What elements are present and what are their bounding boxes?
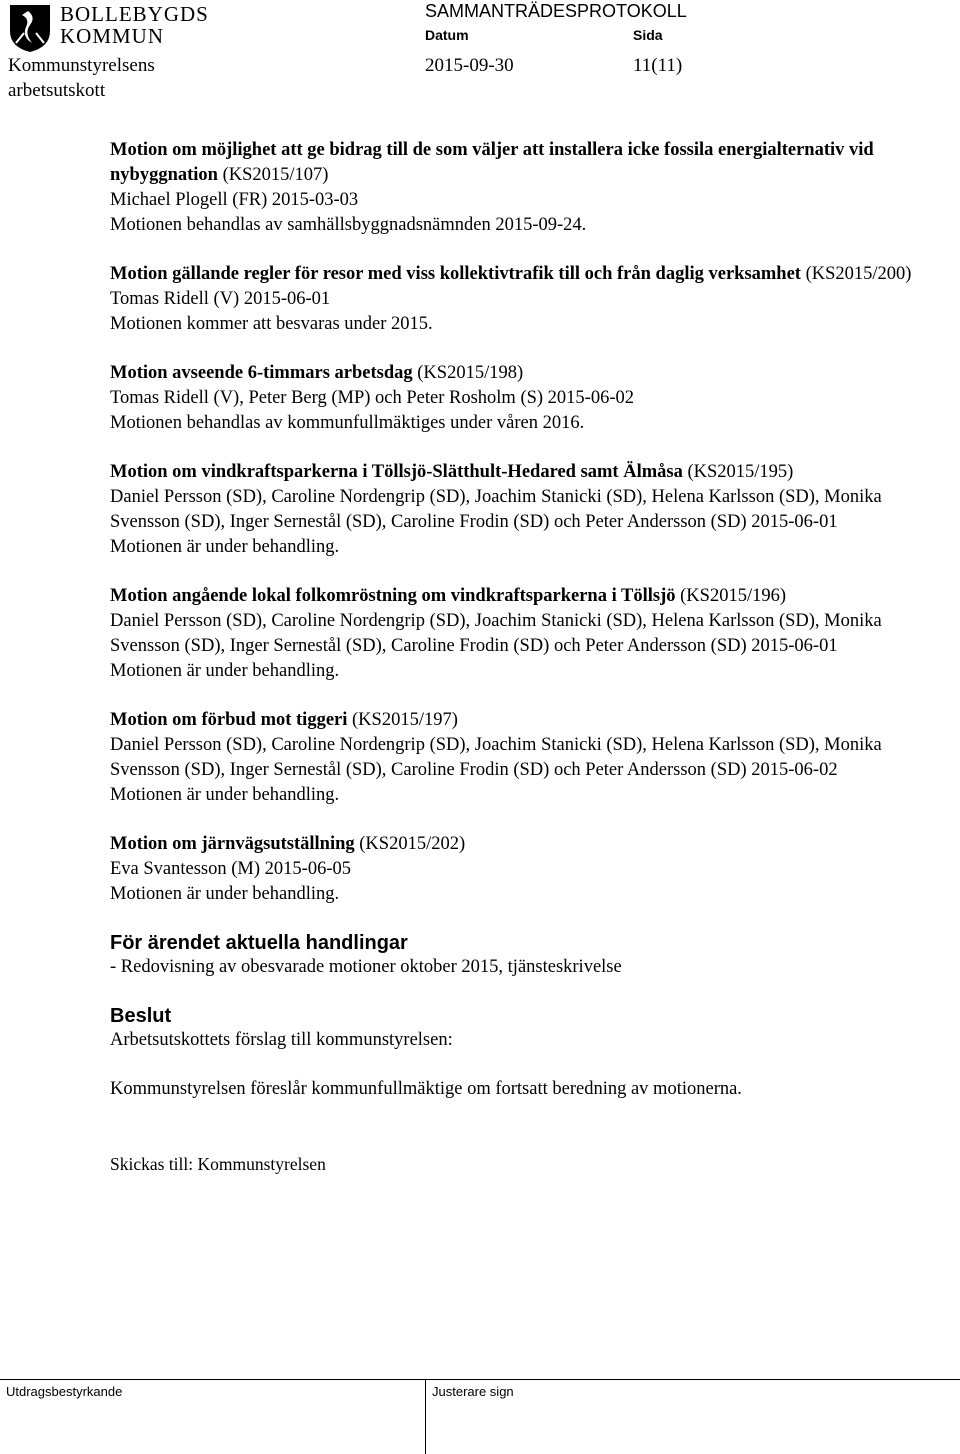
logo-line-1: BOLLEBYGDS xyxy=(60,2,209,26)
motion-status: Motionen är under behandling. xyxy=(110,884,340,904)
motion-item xyxy=(110,138,930,238)
motion-title: Motion om förbud mot tiggeri xyxy=(110,710,348,730)
logo-line-2: KOMMUN xyxy=(60,24,165,48)
documents-heading: För ärendet aktuella handlingar xyxy=(110,932,408,954)
footer-divider xyxy=(0,1379,960,1380)
motion-authors: Tomas Ridell (V) 2015-06-01 xyxy=(110,289,331,309)
motion-title: Motion angående lokal folkomröstning om vindkraftsparkerna i Töllsjö xyxy=(110,586,676,606)
motion-title: Motion gällande regler för resor med viss kollektivtrafik till och från daglig verksamhet xyxy=(110,264,801,284)
motion-status: Motionen behandlas av samhällsbyggnadsnämnden 2015-09-24. xyxy=(110,215,587,235)
document-title: SAMMANTRÄDESPROTOKOLL xyxy=(425,1,687,21)
footer-certification-label: Utdragsbestyrkande xyxy=(6,1384,123,1399)
decision-section xyxy=(110,1004,930,1102)
motion-authors: Tomas Ridell (V), Peter Berg (MP) och Peter Rosholm (S) 2015-06-02 xyxy=(110,388,635,408)
motion-item xyxy=(110,262,930,337)
motion-status: Motionen är under behandling. xyxy=(110,785,340,805)
case-reference: (KS2015/200) xyxy=(805,264,912,284)
date-label: Datum xyxy=(425,27,469,43)
motion-authors: Daniel Persson (SD), Caroline Nordengrip (SD), Joachim Stanicki (SD), Helena Karlsson (SD), Monika Svensson (SD), Inger Sernestål (SD), Caroline Frodin (SD) och Peter Andersson (SD) 2015-06-01 xyxy=(110,611,882,656)
organization-line-1: Kommunstyrelsens xyxy=(8,55,155,76)
motion-status: Motionen är under behandling. xyxy=(110,537,340,557)
motion-status: Motionen är under behandling. xyxy=(110,661,340,681)
motion-item xyxy=(110,708,930,808)
motion-title: Motion om järnvägsutställning xyxy=(110,834,355,854)
motion-authors: Eva Svantesson (M) 2015-06-05 xyxy=(110,859,351,879)
motion-authors: Daniel Persson (SD), Caroline Nordengrip (SD), Joachim Stanicki (SD), Helena Karlsson (SD), Monika Svensson (SD), Inger Sernestål (SD), Caroline Frodin (SD) och Peter Andersson (SD) 2015-06-01 xyxy=(110,487,882,532)
motion-status: Motionen kommer att besvaras under 2015. xyxy=(110,314,433,334)
motion-title: Motion om möjlighet att ge bidrag till de som väljer att installera icke fossila energialternativ vid nybyggnation xyxy=(110,140,874,185)
motion-item xyxy=(110,584,930,684)
motion-item xyxy=(110,460,930,560)
motion-status: Motionen behandlas av kommunfullmäktiges under våren 2016. xyxy=(110,413,585,433)
documents-section xyxy=(110,931,930,980)
document-body xyxy=(110,138,930,1177)
motion-title: Motion om vindkraftsparkerna i Töllsjö-Slätthult-Hedared samt Älmåsa xyxy=(110,462,683,482)
footer-signature-label: Justerare sign xyxy=(432,1384,514,1399)
page-number: 11(11) xyxy=(633,55,683,76)
decision-text: Kommunstyrelsen föreslår kommunfullmäktige om fortsatt beredning av motionerna. xyxy=(110,1079,742,1099)
case-reference: (KS2015/197) xyxy=(352,710,458,730)
motion-authors: Michael Plogell (FR) 2015-03-03 xyxy=(110,190,359,210)
motion-item xyxy=(110,832,930,907)
case-reference: (KS2015/196) xyxy=(680,586,787,606)
organization-line-2: arbetsutskott xyxy=(8,80,106,101)
coat-of-arms-icon xyxy=(8,3,52,53)
decision-proposal: Arbetsutskottets förslag till kommunstyrelsen: xyxy=(110,1030,453,1050)
decision-heading: Beslut xyxy=(110,1005,172,1027)
motion-title: Motion avseende 6-timmars arbetsdag xyxy=(110,363,413,383)
motion-authors: Daniel Persson (SD), Caroline Nordengrip (SD), Joachim Stanicki (SD), Helena Karlsson (SD), Monika Svensson (SD), Inger Sernestål (SD), Caroline Frodin (SD) och Peter Andersson (SD) 2015-06-02 xyxy=(110,735,882,780)
case-reference: (KS2015/198) xyxy=(417,363,524,383)
case-reference: (KS2015/195) xyxy=(687,462,794,482)
documents-item: - Redovisning av obesvarade motioner oktober 2015, tjänsteskrivelse xyxy=(110,957,622,977)
motion-item xyxy=(110,361,930,436)
page-label: Sida xyxy=(633,27,663,43)
case-reference: (KS2015/202) xyxy=(359,834,466,854)
footer-column-divider xyxy=(425,1379,426,1454)
municipality-logo xyxy=(8,3,208,55)
meeting-date: 2015-09-30 xyxy=(425,55,514,76)
logo-wordmark xyxy=(60,3,210,47)
case-reference: (KS2015/107) xyxy=(222,165,329,185)
sent-to: Skickas till: Kommunstyrelsen xyxy=(110,1154,326,1174)
